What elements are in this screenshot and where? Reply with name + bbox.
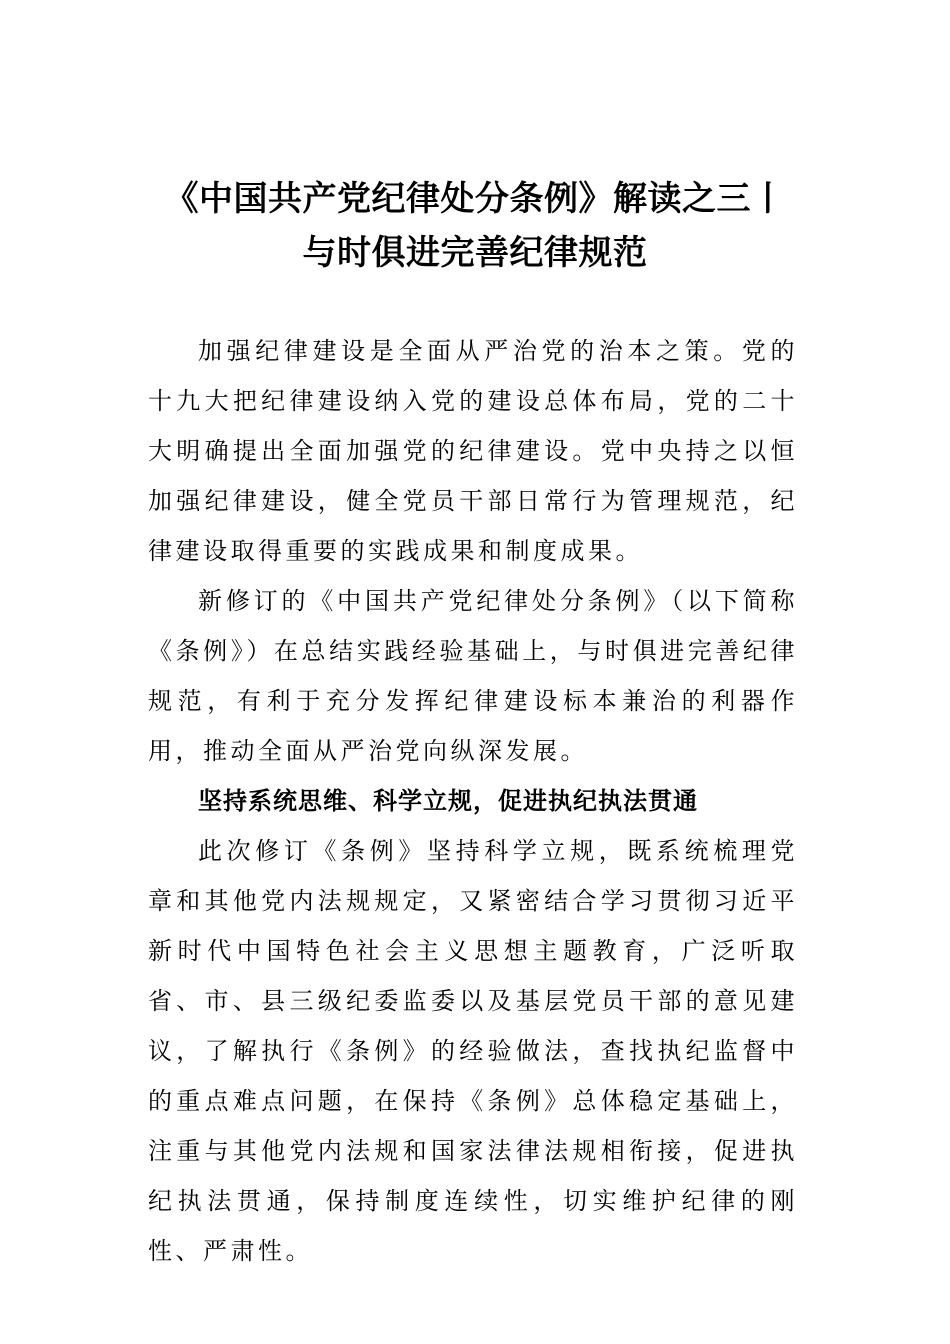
document-title [120, 172, 830, 280]
paragraph-1: 加强纪律建设是全面从严治党的治本之策。党的十九大把纪律建设纳入党的建设总体布局，党的二十大明确提出全面加强党的纪律建设。党中央持之以恒加强纪律建设，健全党员干部日常行为管理规范，纪律建设取得重要的实践成果和制度成果。 [148, 337, 798, 565]
title-line-2: 与时俱进完善纪律规范 [302, 233, 648, 273]
section-heading: 坚持系统思维、科学立规，促进执纪执法贯通 [198, 787, 698, 815]
paragraph-3: 此次修订《条例》坚持科学立规，既系统梳理党章和其他党内法规规定，又紧密结合学习贯彻习近平新时代中国特色社会主义思想主题教育，广泛听取省、市、县三级纪委监委以及基层党员干部的意见建议，了解执行《条例》的经验做法，查找执纪监督中的重点难点问题，在保持《条例》总体稳定基础上，注重与其他党内法规和国家法律法规相衔接，促进执纪执法贯通，保持制度连续性，切实维护纪律的刚性、严肃性。 [148, 837, 798, 1265]
paragraph-2: 新修订的《中国共产党纪律处分条例》（以下简称《条例》）在总结实践经验基础上，与时俱进完善纪律规范，有利于充分发挥纪律建设标本兼治的利器作用，推动全面从严治党向纵深发展。 [148, 587, 798, 765]
title-line-1: 《中国共产党纪律处分条例》解读之三丨 [164, 179, 786, 219]
document-body [148, 326, 798, 1276]
